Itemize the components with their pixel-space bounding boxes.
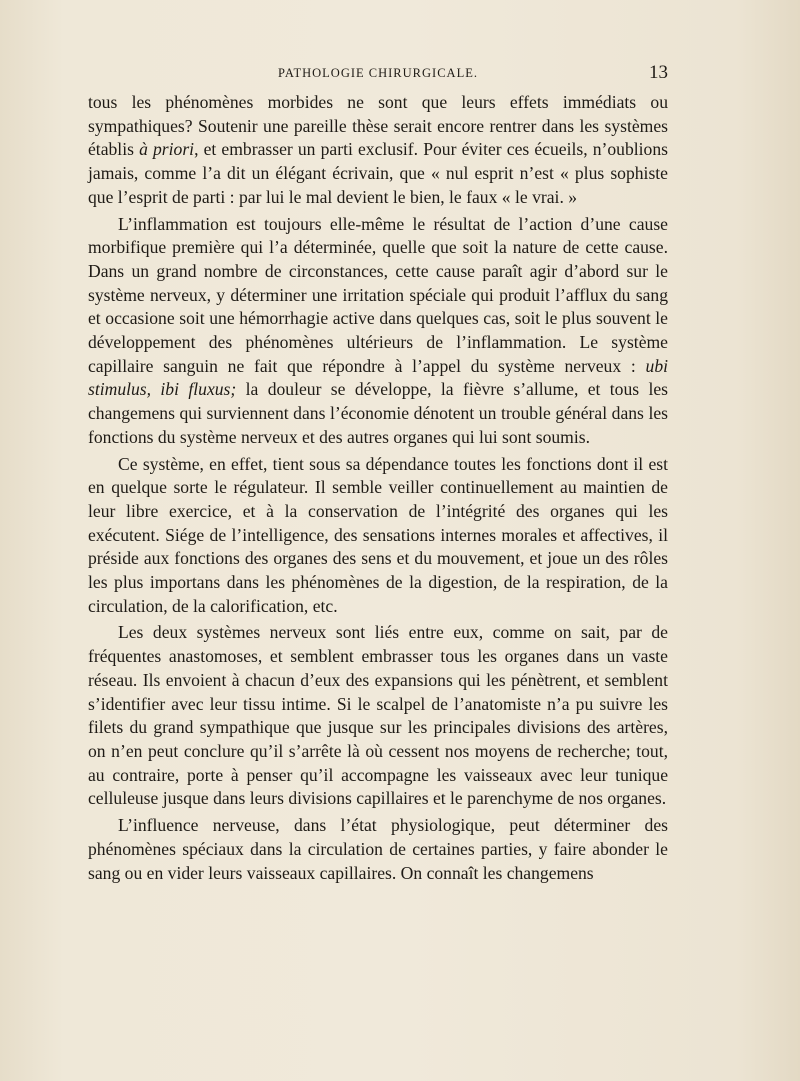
paragraph-1 (88, 91, 668, 210)
running-title: PATHOLOGIE CHIRURGICALE. (278, 66, 478, 80)
paragraph-4 (88, 621, 668, 811)
italic-run: à priori (139, 139, 195, 160)
text-run: la douleur se développe, la fièvre s’allume, et tous les changemens qui surviennent dans l’économie dénotent un trouble général dans les fonctions du système nerveux et des autres organes qui lui sont soumis. (88, 379, 669, 447)
paragraph-2 (88, 213, 668, 450)
text-run: Ce système, en effet, tient sous sa dépendance toutes les fonctions dont il est en quelque sorte le régulateur. Il semble veiller continuellement au maintien de leur libre exercice, et à la conservation de l’intégrité des organes qui les exécutent. Siége de l’intelligence, des sensations internes morales et affectives, il préside aux fonctions des organes des sens et du mouvement, et joue un des rôles les plus importans dans les phénomènes de la digestion, de la respiration, de la circulation, de la calorification, etc. (88, 453, 668, 616)
page-number: 13 (649, 62, 668, 83)
text-run: tous les phénomènes morbides ne sont que leurs effets immédiats ou sympathiques? Soutenir une pareille thèse serait encore rentrer dans les systèmes établis (88, 92, 668, 160)
paragraph-3 (88, 453, 668, 619)
paragraph-5 (88, 814, 668, 885)
page-header (88, 62, 668, 86)
text-run: L’influence nerveuse, dans l’état physiologique, peut déterminer des phénomènes spéciaux dans la circulation de certaines parties, y faire abonder le sang ou en vider leurs vaisseaux capillaires. On connaît les changemens (88, 815, 668, 883)
text-run: , et embrasser un parti exclusif. Pour éviter ces écueils, n’oublions jamais, comme l’a dit un élégant écrivain, que « nul esprit n’est « plus sophiste que l’esprit de parti : par lui le mal devient le bien, le faux « le vrai. » (88, 139, 668, 207)
body-text (88, 91, 668, 885)
text-run: Les deux systèmes nerveux sont liés entre eux, comme on sait, par de fréquentes anastomoses, et semblent embrasser tous les organes dans un vaste réseau. Ils envoient à chacun d’eux des expansions qui les pénètrent, et semblent s’identifier avec leur tissu intime. Si le scalpel de l’anatomiste n’a pu suivre les filets du grand sympathique que jusque sur les principales divisions des artères, on n’en peut conclure qu’il s’arrête là où cessent nos moyens de recherche; tout, au contraire, porte à penser qu’il accompagne les vaisseaux avec leur tunique celluleuse jusque dans leurs divisions capillaires et le parenchyme de nos organes. (88, 622, 668, 809)
text-run: L’inflammation est toujours elle-même le résultat de l’action d’une cause morbifique première qui l’a déterminée, quelle que soit la nature de cette cause. Dans un grand nombre de circonstances, cette cause paraît agir d’abord sur le système nerveux, y déterminer une irritation spéciale qui produit l’afflux du sang et occasione soit une hémorrhagie active dans quelques cas, soit le plus souvent le développement des phénomènes ultérieurs de l’inflammation. Le système capillaire sanguin ne fait que répondre à l’appel du système nerveux : (88, 213, 668, 376)
italic-run: ubi stimulus, ibi fluxus; (88, 355, 668, 400)
